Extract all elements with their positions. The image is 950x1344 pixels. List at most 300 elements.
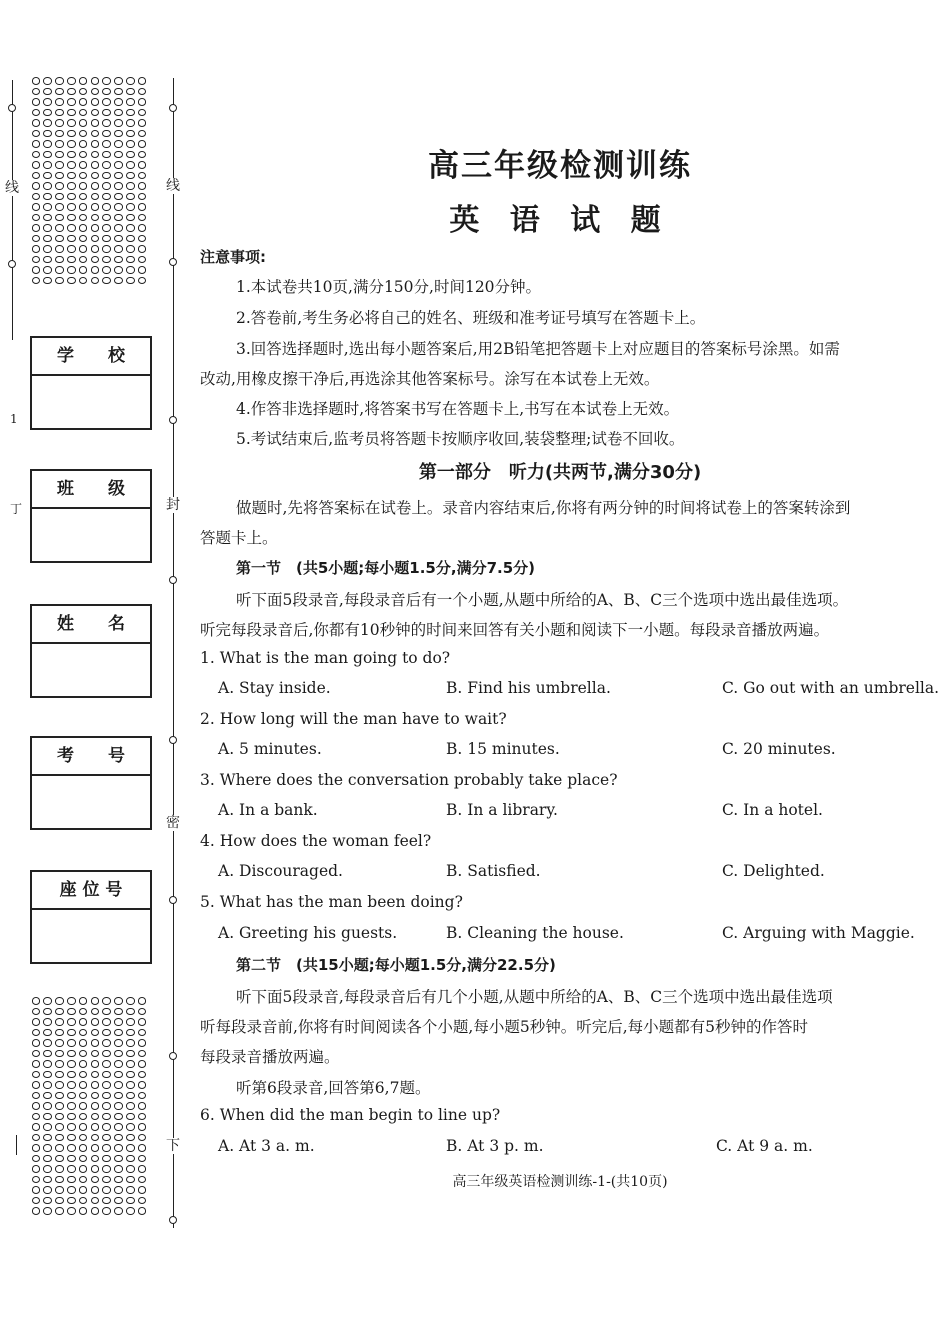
question-3: 3. Where does the conversation probably take place? [200,771,618,789]
dot [91,235,100,243]
dot [126,1134,135,1142]
dot [126,1113,135,1121]
dot [126,1123,135,1131]
dot [55,1018,64,1026]
dot [67,235,76,243]
class-box[interactable] [30,469,152,563]
dot [126,1018,135,1026]
dot [79,1186,88,1194]
dot [55,1092,64,1100]
dot [32,1039,41,1047]
dot [55,140,64,148]
dot [67,1081,76,1089]
dot [114,1134,123,1142]
dot [55,98,64,106]
outer-edge-line [16,1135,17,1155]
dot [102,1113,111,1121]
dot [114,182,123,190]
dot [102,119,111,127]
dot [114,1102,123,1110]
dot [126,109,135,117]
dot [102,98,111,106]
dot [126,161,135,169]
option-a[interactable]: A. 5 minutes. [218,740,322,758]
dot [67,77,76,85]
exam-number-label: 考 号 [32,738,150,776]
dot [91,1081,100,1089]
dot [138,203,147,211]
dot [102,1029,111,1037]
school-box[interactable] [30,336,152,430]
dot [138,1144,147,1152]
dot [32,1123,41,1131]
dot [114,1039,123,1047]
edge-char: 线 [5,180,19,196]
dot [102,182,111,190]
dot [55,1071,64,1079]
dot [55,1155,64,1163]
dot [138,224,147,232]
dot [91,182,100,190]
dot [55,1186,64,1194]
dot [102,1018,111,1026]
dot [126,277,135,285]
dot [114,224,123,232]
dot [138,1092,147,1100]
dot [114,193,123,201]
dot [67,1018,76,1026]
dot [126,193,135,201]
option-c[interactable]: C. At 9 a. m. [716,1137,813,1155]
seat-number-box[interactable] [30,870,152,964]
dot [32,193,41,201]
dot [138,1134,147,1142]
dot [126,1155,135,1163]
dot [102,1197,111,1205]
dot [55,130,64,138]
dot [102,130,111,138]
dot [138,77,147,85]
dot [138,1060,147,1068]
dot [102,1207,111,1215]
dot [91,256,100,264]
dot [102,140,111,148]
dot [55,1197,64,1205]
option-b[interactable]: B. Cleaning the house. [446,924,624,942]
dot [43,1144,52,1152]
dot [79,1029,88,1037]
option-c[interactable]: C. Delighted. [722,862,825,880]
dot [43,1081,52,1089]
dot [138,1008,147,1016]
dot [32,1008,41,1016]
dot [126,182,135,190]
cut-line-hole [169,416,177,424]
dot [126,140,135,148]
dot [55,1029,64,1037]
dot [138,1029,147,1037]
dot [32,161,41,169]
dot [67,1071,76,1079]
dot [126,1008,135,1016]
dot [79,1123,88,1131]
option-c[interactable]: C. Go out with an umbrella. [722,679,940,697]
dot [126,1102,135,1110]
dot [126,88,135,96]
dot [114,1060,123,1068]
edge-hole [8,260,16,268]
dot [67,1134,76,1142]
dot [32,1029,41,1037]
dot-pattern-top [30,76,148,286]
name-label: 姓 名 [32,606,150,644]
dot [55,235,64,243]
dot [126,1197,135,1205]
dot [43,1176,52,1184]
dot [79,1176,88,1184]
section1-intro: 听下面5段录音,每段录音后有一个小题,从题中所给的A、B、C三个选项中选出最佳选项。 [236,591,849,609]
dot [102,1092,111,1100]
dot [138,1102,147,1110]
dot [114,1092,123,1100]
dot [126,172,135,180]
dot [114,1176,123,1184]
dot [126,203,135,211]
dot [32,1071,41,1079]
section1-title: 第一节 (共5小题;每小题1.5分,满分7.5分) [236,559,535,577]
dot [67,172,76,180]
dot [91,77,100,85]
dot [43,1123,52,1131]
dot [79,256,88,264]
dot [102,1081,111,1089]
dot [102,997,111,1005]
dot [138,130,147,138]
dot [67,1144,76,1152]
dot [114,235,123,243]
dot [102,1134,111,1142]
dot [32,1092,41,1100]
dot [91,1207,100,1215]
dot [91,1008,100,1016]
dot [79,203,88,211]
dot [126,1050,135,1058]
dot [43,245,52,253]
dot [138,1113,147,1121]
dot [32,1197,41,1205]
dot [126,1207,135,1215]
dot [114,203,123,211]
notice-item: 4.作答非选择题时,将答案书写在答题卡上,书写在本试卷上无效。 [236,400,680,418]
dot [126,77,135,85]
dot [138,109,147,117]
dot [102,1060,111,1068]
dot [79,119,88,127]
dot [79,1008,88,1016]
binding-char-below: 下 [166,1138,180,1154]
dot [67,1207,76,1215]
dot [91,98,100,106]
dot [79,1102,88,1110]
dot [138,245,147,253]
dot [79,1113,88,1121]
section1-intro: 听完每段录音后,你都有10秒钟的时间来回答有关小题和阅读下一小题。每段录音播放两遍。 [200,621,830,639]
dot [55,1060,64,1068]
dot [126,1092,135,1100]
dot [55,256,64,264]
dot [138,88,147,96]
exam-number-box[interactable] [30,736,152,830]
dot [55,77,64,85]
dot [67,1050,76,1058]
dot [67,193,76,201]
dot [43,1008,52,1016]
dot [102,1144,111,1152]
option-b[interactable]: B. In a library. [446,801,558,819]
dot [79,224,88,232]
dot [55,245,64,253]
dot [55,151,64,159]
dot [43,256,52,264]
dot [43,77,52,85]
dot [55,88,64,96]
dot [43,997,52,1005]
dot [32,214,41,222]
cut-line-hole [169,896,177,904]
dot [55,119,64,127]
dot [114,172,123,180]
option-b[interactable]: B. At 3 p. m. [446,1137,544,1155]
dot [138,1050,147,1058]
dot [43,182,52,190]
dot [43,140,52,148]
dot [43,277,52,285]
dot [43,1092,52,1100]
dot [91,214,100,222]
option-c[interactable]: C. In a hotel. [722,801,823,819]
notice-item: 2.答卷前,考生务必将自己的姓名、班级和准考证号填写在答题卡上。 [236,309,706,327]
dot [43,109,52,117]
dot [32,1102,41,1110]
dot [55,182,64,190]
dot [138,256,147,264]
dot [126,1144,135,1152]
dot [91,1039,100,1047]
dot [126,224,135,232]
dot [43,1060,52,1068]
dot [79,88,88,96]
dot [138,161,147,169]
dot [32,1050,41,1058]
dot [67,1092,76,1100]
dot [43,151,52,159]
dot [43,266,52,274]
dot [126,1039,135,1047]
question-5: 5. What has the man been doing? [200,893,463,911]
dot [43,98,52,106]
dot [114,245,123,253]
dot [67,997,76,1005]
dot [32,224,41,232]
dot [114,1207,123,1215]
dot [138,266,147,274]
dot [67,277,76,285]
dot [102,214,111,222]
dot [55,997,64,1005]
dot [32,1176,41,1184]
section2-title: 第二节 (共15小题;每小题1.5分,满分22.5分) [236,956,556,974]
dot [114,151,123,159]
dot [43,172,52,180]
dot [79,193,88,201]
dot [43,1071,52,1079]
dot [43,1134,52,1142]
option-c[interactable]: C. 20 minutes. [722,740,836,758]
class-label: 班 级 [32,471,150,509]
option-a[interactable]: A. Stay inside. [218,679,331,697]
notice-item: 5.考试结束后,监考员将答题卡按顺序收回,装袋整理;试卷不回收。 [236,430,685,448]
dot [126,214,135,222]
dot [32,130,41,138]
dot [79,277,88,285]
part1-title: 第一部分 听力(共两节,满分30分) [418,462,702,483]
dot [55,1102,64,1110]
dot [67,130,76,138]
edge-char: 丁 [10,502,23,516]
option-a[interactable]: A. Greeting his guests. [218,924,398,942]
dot [79,140,88,148]
dot [91,88,100,96]
dot [102,1008,111,1016]
dot [32,182,41,190]
dot [114,214,123,222]
dot [91,1186,100,1194]
dot [91,203,100,211]
dot [126,151,135,159]
option-c[interactable]: C. Arguing with Maggie. [722,924,915,942]
dot [114,109,123,117]
dot [67,109,76,117]
dot [32,1186,41,1194]
dot [102,109,111,117]
dot [67,1113,76,1121]
dot [91,140,100,148]
dot [79,214,88,222]
dot [79,1144,88,1152]
option-a[interactable]: A. In a bank. [218,801,318,819]
dot [138,1197,147,1205]
edge-char: 1 [10,412,18,426]
dot [114,1123,123,1131]
dot [102,1050,111,1058]
option-a[interactable]: A. Discouraged. [218,862,343,880]
dot [138,1207,147,1215]
dot [91,1197,100,1205]
dot [67,1060,76,1068]
dot [79,1081,88,1089]
dot [138,214,147,222]
part1-intro: 答题卡上。 [200,529,278,547]
cut-line-hole [169,736,177,744]
dot [102,1176,111,1184]
dot [43,1102,52,1110]
dot [79,1071,88,1079]
dot [55,1123,64,1131]
dot [114,1144,123,1152]
dot [91,1113,100,1121]
dot [138,98,147,106]
option-b[interactable]: B. Find his umbrella. [446,679,611,697]
dot [32,140,41,148]
dot [114,1071,123,1079]
part1-intro: 做题时,先将答案标在试卷上。录音内容结束后,你将有两分钟的时间将试卷上的答案转涂到 [236,499,851,517]
dot [43,130,52,138]
dot [79,1092,88,1100]
dot [114,119,123,127]
dot [91,1144,100,1152]
dot [91,1134,100,1142]
dot [138,1165,147,1173]
school-label: 学 校 [32,338,150,376]
dot [67,88,76,96]
dot [114,1165,123,1173]
dot [102,172,111,180]
section2-intro: 听下面5段录音,每段录音后有几个小题,从题中所给的A、B、C三个选项中选出最佳选项 [236,988,833,1006]
dot [91,224,100,232]
dot [138,277,147,285]
dot [114,997,123,1005]
dot [79,77,88,85]
dot [43,1018,52,1026]
dot [43,235,52,243]
notice-item: 3.回答选择题时,选出每小题答案后,用2B铅笔把答题卡上对应题目的答案标号涂黑。如需 [236,340,840,358]
dot [102,1071,111,1079]
dot [114,277,123,285]
dot [55,1165,64,1173]
dot [55,1039,64,1047]
dot [114,256,123,264]
dot [79,1207,88,1215]
dot [79,1155,88,1163]
option-a[interactable]: A. At 3 a. m. [218,1137,315,1155]
dot [91,1092,100,1100]
dot [102,1186,111,1194]
dot [67,1165,76,1173]
dot [102,1102,111,1110]
option-b[interactable]: B. Satisfied. [446,862,541,880]
dot [32,1081,41,1089]
dot [79,1134,88,1142]
dot [43,1039,52,1047]
cut-line-hole [169,258,177,266]
question-4: 4. How does the woman feel? [200,832,432,850]
dot [91,119,100,127]
option-b[interactable]: B. 15 minutes. [446,740,560,758]
dot [102,266,111,274]
dot [79,161,88,169]
dot [32,1134,41,1142]
dot [79,997,88,1005]
dot [55,1134,64,1142]
dot [32,1018,41,1026]
dot [126,266,135,274]
cut-line-hole [169,1216,177,1224]
dot [138,1186,147,1194]
name-box[interactable] [30,604,152,698]
dot [43,119,52,127]
dot [67,1123,76,1131]
dot [43,214,52,222]
